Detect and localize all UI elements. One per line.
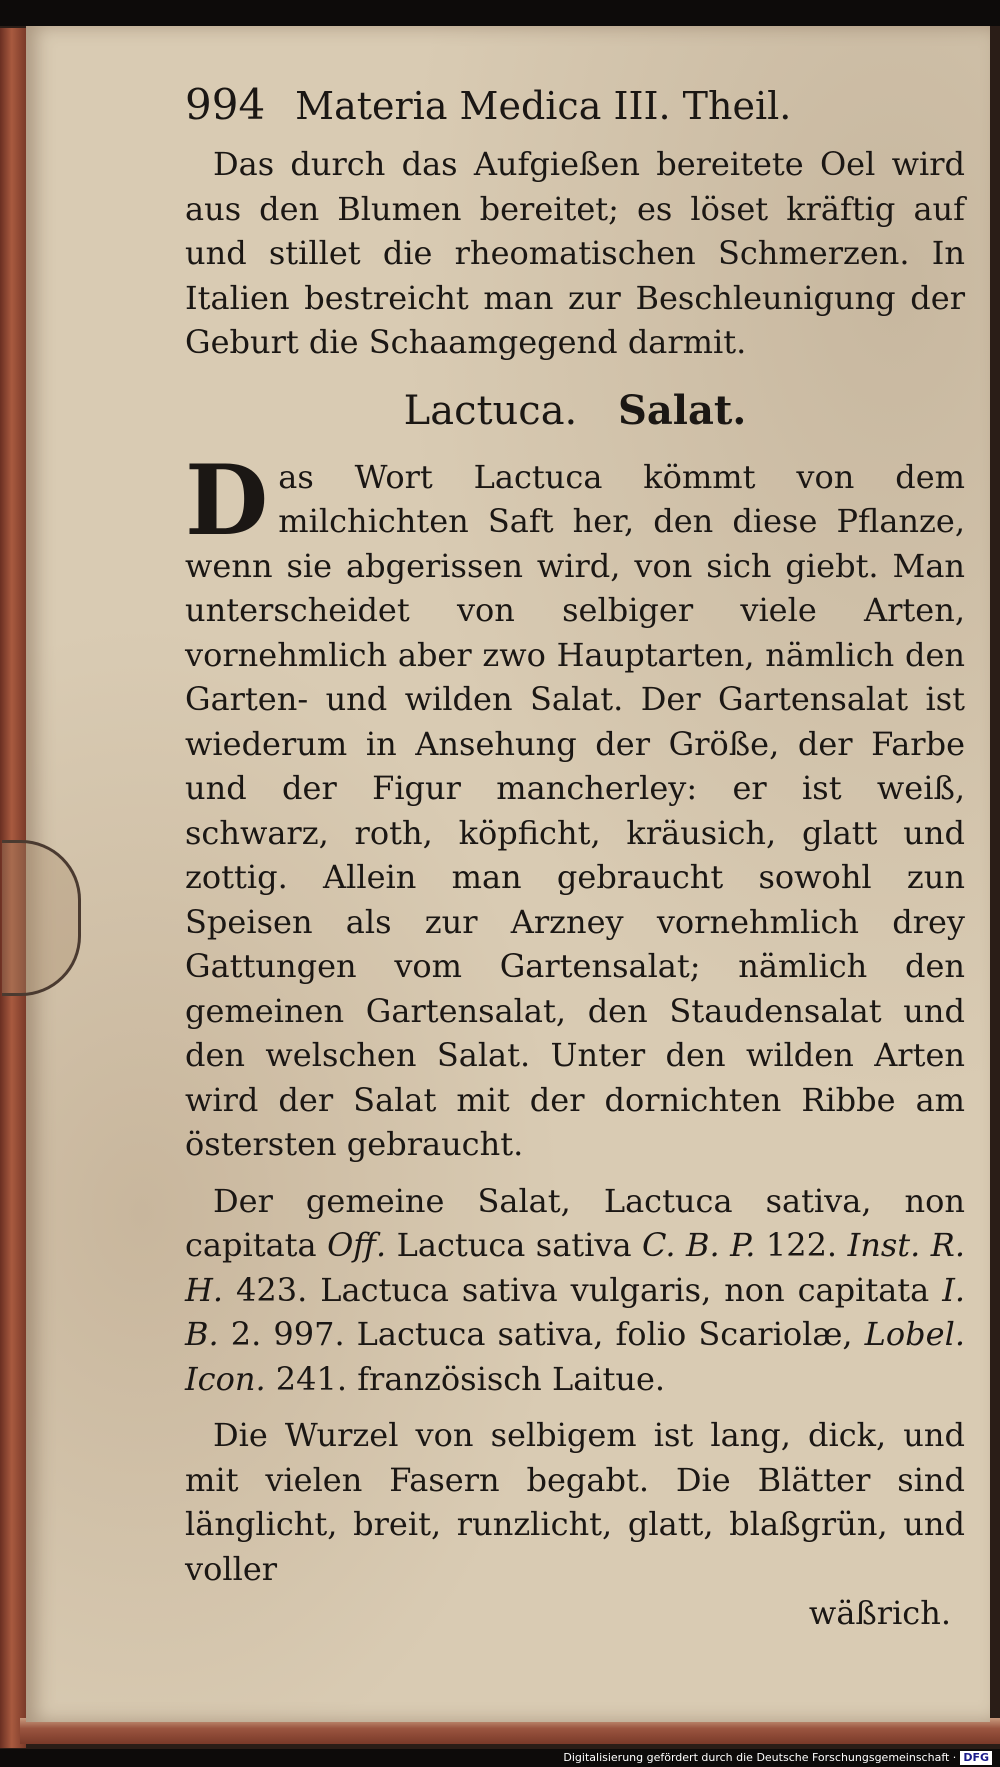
text-run: 423. Lactuca sativa vulgaris, non capitata — [223, 1270, 943, 1309]
text-run: 122. — [755, 1226, 848, 1264]
paragraph-oel: Das durch das Aufgießen bereitete Oel wird aus den Blumen bereitet; es löset kräftig auf und stillet die rheomatischen Schmerzen. In Italien bestreicht man zur Beschleunigung der Geburt die Schaamgegend darmit. — [185, 145, 965, 361]
top-border — [0, 0, 1000, 26]
text-run: Der gemeine Salat, Lactuca sativa, non capitata — [185, 1181, 965, 1264]
citation-lobel: Lobel. Icon. — [185, 1315, 965, 1398]
paragraph-gemeine-salat — [185, 1179, 965, 1402]
citation-cbp: C. B. P. — [642, 1226, 756, 1264]
text-run: 2. 997. Lactuca sativa, folio Scariolæ, — [218, 1315, 865, 1353]
page-header — [185, 80, 965, 142]
paragraph-wurzel: Die Wurzel von selbigem ist lang, dick, und mit vielen Fasern begabt. Die Blätter sind länglicht, breit, runzlicht, glatt, blaßgrün, und voller — [185, 1416, 965, 1588]
page-number: 994 — [185, 80, 266, 129]
text-run: 241. französisch Laitue. — [265, 1359, 666, 1398]
running-title: Materia Medica III. Theil. — [295, 84, 792, 128]
section-heading — [185, 387, 965, 439]
citation-ib: I. B. — [185, 1270, 965, 1353]
dfg-logo: DFG — [960, 1751, 992, 1765]
digitization-footer — [0, 1749, 1000, 1767]
citation-off: Off. — [327, 1226, 387, 1264]
citation-inst: Inst. R. H. — [185, 1226, 965, 1309]
heading-german: Salat. — [618, 386, 747, 434]
page-content — [185, 80, 965, 1635]
catchword: wäßrich. — [808, 1594, 951, 1632]
footer-credit: Digitalisierung gefördert durch die Deutsche Forschungsgemeinschaft · — [563, 1751, 957, 1764]
spacer — [185, 1167, 965, 1179]
heading-latin: Lactuca. — [403, 387, 578, 434]
spacer — [185, 1401, 965, 1413]
drop-cap: D — [185, 443, 269, 557]
paragraph-lactuca — [185, 443, 965, 1167]
text-run: Lactuca sativa — [386, 1226, 643, 1264]
paragraph-lactuca-text: as Wort Lactuca kömmt von dem milchichten Saft her, den diese Pflanze, wenn sie abgerissen wird, von sich giebt. Man unterscheidet von selbiger viele Arten, vornehmlich aber zwo Hauptarten, nämlich den Garten- und wilden Salat. Der Gartensalat ist wiederum in Ansehung der Größe, der Farbe und der Figur mancherley: er ist weiß, schwarz, roth, köpficht, kräusich, glatt und zottig. Allein man gebraucht sowohl zun Speisen als zur Arzney vornehmlich drey Gattungen vom Gartensalat; nämlich den gemeinen Gartensalat, den Staudensalat und den welschen Salat. Unter den wilden Arten wird der Salat mit der dornichten Ribbe am östersten gebraucht. — [185, 457, 965, 1163]
